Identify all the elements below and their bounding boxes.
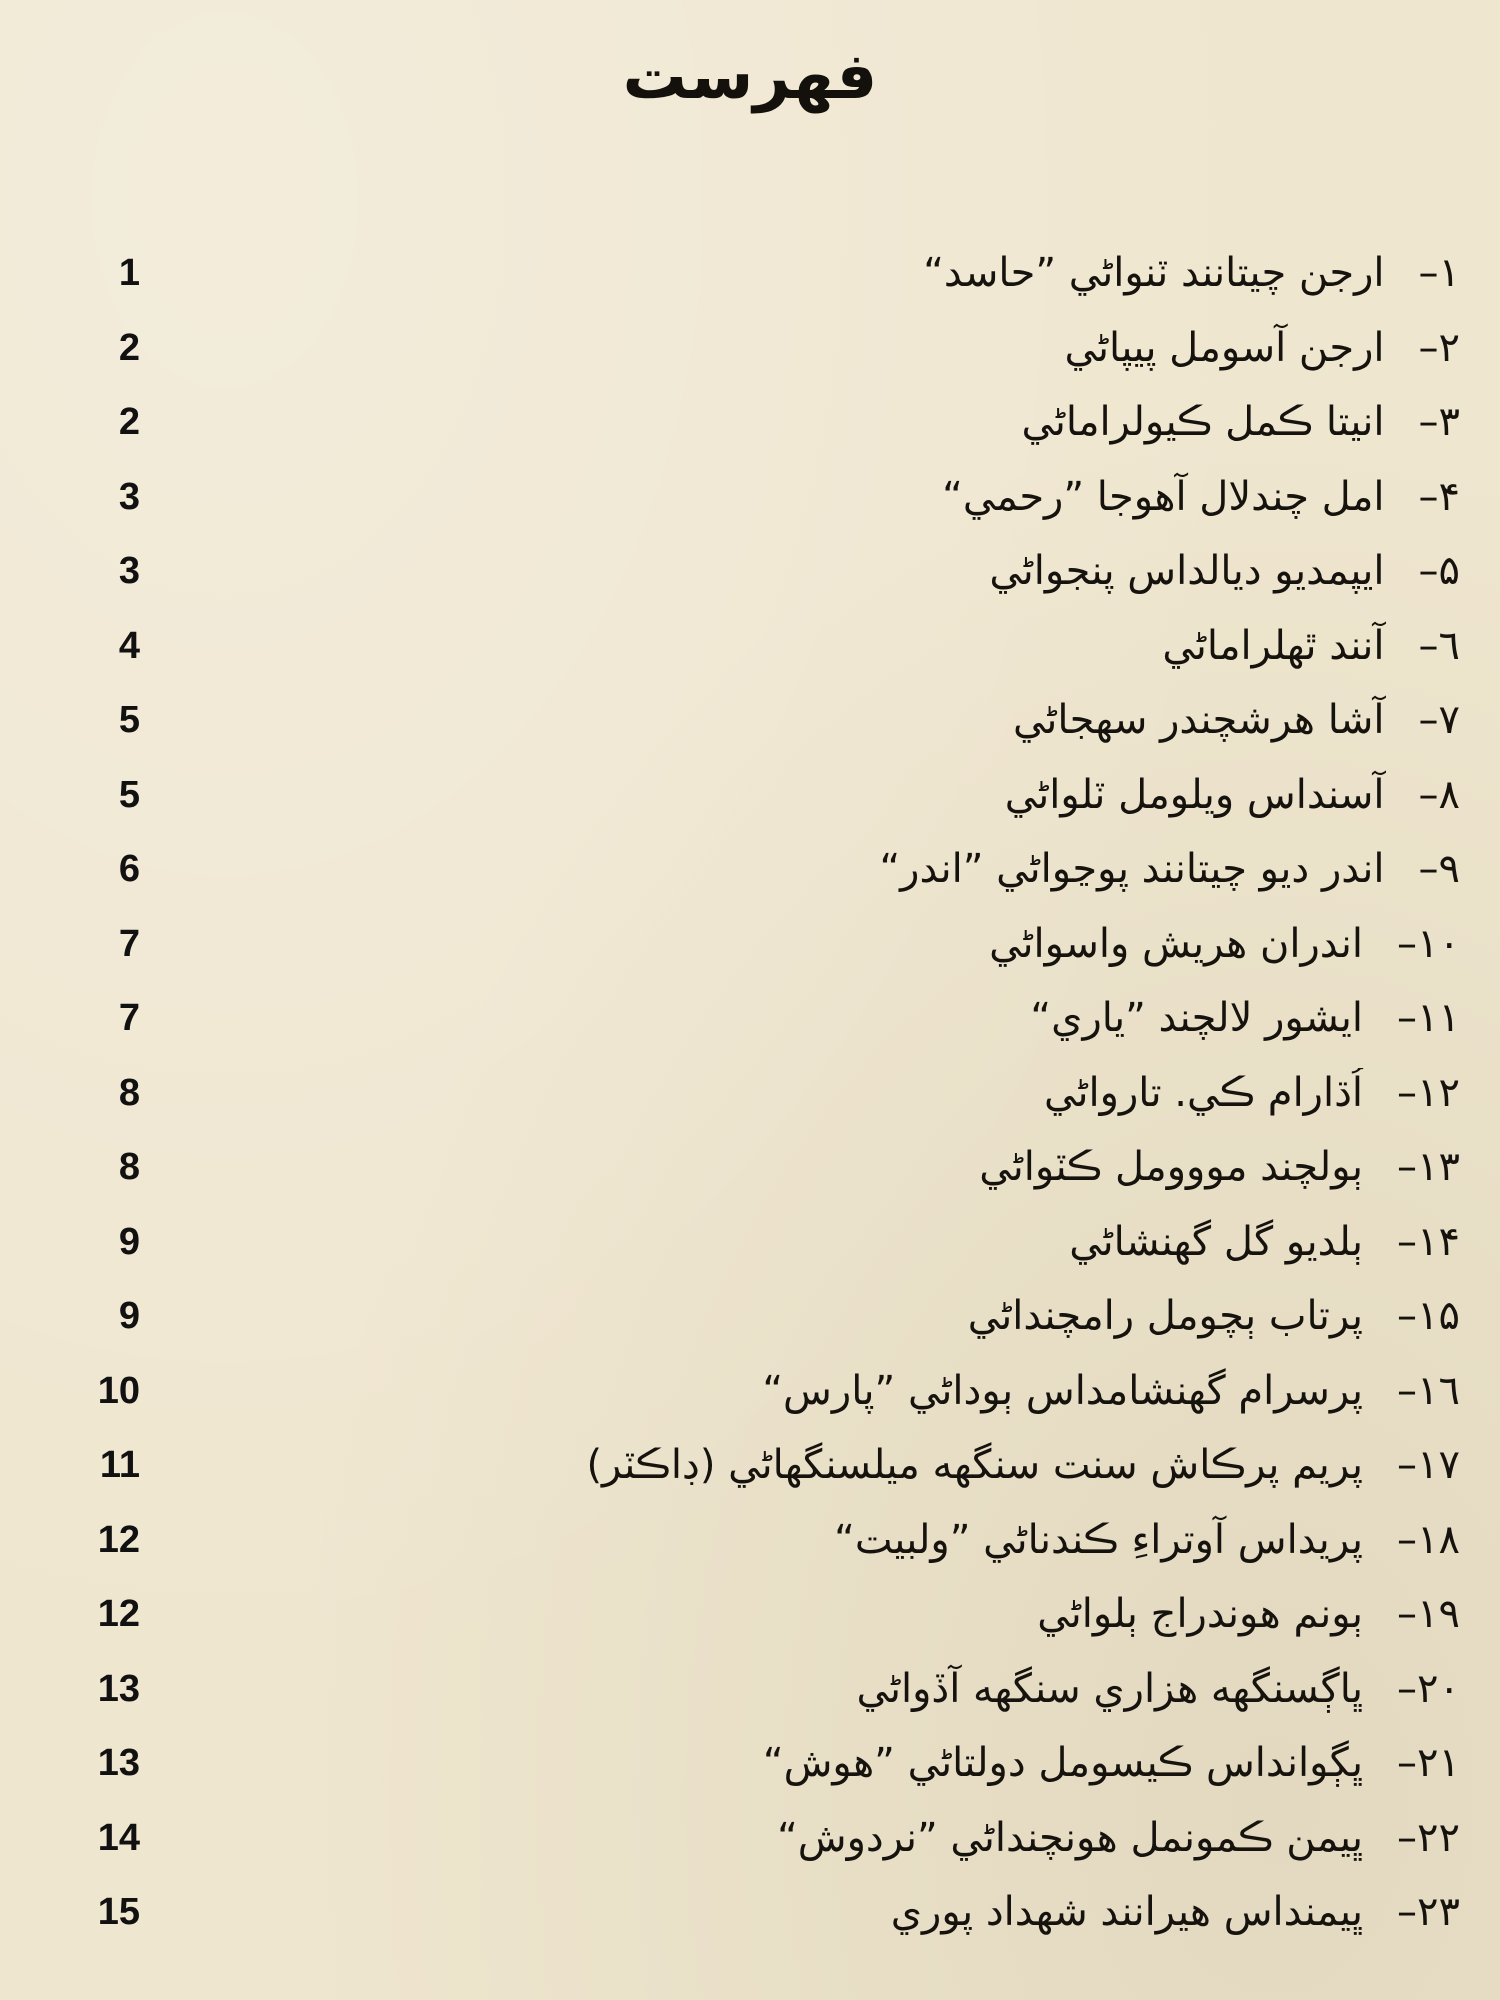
toc-page-number: 13 bbox=[97, 1667, 140, 1710]
toc-entry bbox=[0, 1068, 1500, 1143]
toc-entry-name: پرسرام گهنشامداس ٻوداڻي ”پارس“ bbox=[762, 1367, 1364, 1414]
toc-entry-text bbox=[210, 248, 1460, 298]
toc-page-number: 9 bbox=[118, 1220, 140, 1263]
toc-entry-text bbox=[210, 1440, 1460, 1490]
toc-page-number: 4 bbox=[118, 624, 140, 667]
toc-page-number: 2 bbox=[118, 326, 140, 369]
toc-page-number: 12 bbox=[97, 1518, 140, 1561]
toc-entry bbox=[0, 1589, 1500, 1664]
toc-entry-index: ٢– bbox=[1418, 324, 1460, 371]
toc-entry bbox=[0, 993, 1500, 1068]
toc-entry-name: آسنداس ويلومل ٽلواڻي bbox=[1004, 771, 1385, 818]
toc-entry-name: ٻولچند مووومل ڪٽواڻي bbox=[979, 1144, 1364, 1190]
toc-entry-text bbox=[210, 1142, 1460, 1192]
toc-entry-text bbox=[210, 621, 1460, 671]
toc-page-number: 5 bbox=[118, 773, 140, 816]
toc-entry bbox=[0, 621, 1500, 696]
toc-entry-index: ١٨– bbox=[1397, 1516, 1460, 1563]
toc-entry-index: ٦– bbox=[1418, 622, 1460, 669]
toc-entry bbox=[0, 695, 1500, 770]
toc-entry-index: ٨– bbox=[1418, 771, 1460, 818]
toc-entry bbox=[0, 1366, 1500, 1441]
toc-entry-text bbox=[210, 770, 1460, 820]
toc-page-number: 8 bbox=[118, 1071, 140, 1114]
toc-entry-name: ڀيمن ڪمونمل هونچنداڻي ”نردوش“ bbox=[777, 1814, 1364, 1861]
toc-entry-text bbox=[210, 1291, 1460, 1341]
toc-entry-name: انيتا ڪمل ڪيولراماڻي bbox=[1021, 399, 1385, 445]
toc-entry-name: پرتاب ٻچومل رامچنداڻي bbox=[967, 1293, 1364, 1339]
toc-entry bbox=[0, 844, 1500, 919]
toc-entry-text bbox=[210, 1887, 1460, 1937]
toc-entry-index: ١١– bbox=[1397, 995, 1460, 1041]
toc-entry-name: ٻونم هوندراج ٻلواڻي bbox=[1037, 1591, 1364, 1637]
toc-page-number: 13 bbox=[97, 1742, 140, 1784]
toc-entry bbox=[0, 770, 1500, 845]
toc-page-number: 9 bbox=[118, 1295, 140, 1337]
toc-entry-text bbox=[210, 546, 1460, 596]
toc-entry-text bbox=[210, 1813, 1460, 1863]
toc-entry-index: ٢٣– bbox=[1397, 1889, 1460, 1935]
toc-entry-name: آنند ٿهلراماڻي bbox=[1162, 622, 1385, 669]
toc-page-number: 7 bbox=[118, 922, 140, 965]
toc-entry-name: اندران هريش واسواڻي bbox=[989, 920, 1364, 967]
toc-entry-text bbox=[210, 1589, 1460, 1639]
toc-entry bbox=[0, 1515, 1500, 1590]
toc-entry-text bbox=[210, 695, 1460, 745]
toc-entry-index: ٢٢– bbox=[1397, 1814, 1460, 1861]
toc-entry bbox=[0, 472, 1500, 547]
toc-entry-text bbox=[210, 1515, 1460, 1565]
toc-entry-index: ۵– bbox=[1418, 548, 1460, 594]
toc-entry-index: ۴– bbox=[1418, 473, 1460, 520]
toc-entry bbox=[0, 1217, 1500, 1292]
toc-entry-name: ٻلديو گل گهنشاڻي bbox=[1069, 1218, 1364, 1265]
toc-entry-index: ٣– bbox=[1418, 399, 1460, 445]
toc-entry-name: اُڌارام ڪي. تارواڻي bbox=[1044, 1069, 1364, 1116]
toc-entry-name: پريم پرڪاش سنت سنگهه ميلسنگهاڻي (ڊاڪٽر) bbox=[586, 1442, 1364, 1488]
toc-entry bbox=[0, 1664, 1500, 1739]
toc-entry-text bbox=[210, 323, 1460, 373]
toc-page-number: 3 bbox=[118, 550, 140, 592]
toc-entry bbox=[0, 397, 1500, 472]
toc-page-number: 1 bbox=[118, 252, 140, 294]
toc-page-number: 10 bbox=[97, 1369, 140, 1412]
toc-entry-index: ٩– bbox=[1418, 846, 1460, 892]
toc-entry bbox=[0, 1142, 1500, 1217]
toc-entry-name: آشا هرشچندر سهجاڻي bbox=[1012, 697, 1385, 743]
toc-entry bbox=[0, 1813, 1500, 1888]
toc-entry-index: ١٦– bbox=[1397, 1367, 1460, 1414]
toc-page-number: 2 bbox=[118, 401, 140, 443]
toc-entry-name: ارجن آسومل پيپاڻي bbox=[1064, 324, 1385, 371]
table-of-contents bbox=[0, 248, 1500, 1962]
toc-entry-index: ١٠– bbox=[1397, 920, 1460, 967]
toc-entry-text bbox=[210, 397, 1460, 447]
toc-entry-text bbox=[210, 1664, 1460, 1714]
toc-entry bbox=[0, 248, 1500, 323]
toc-page-number: 14 bbox=[97, 1816, 140, 1859]
toc-page-number: 3 bbox=[118, 475, 140, 518]
toc-entry-name: ڀاڳسنگهه هزاري سنگهه آڏواڻي bbox=[856, 1665, 1364, 1712]
toc-entry-index: ١٢– bbox=[1397, 1069, 1460, 1116]
toc-entry-name: پريداس آوتراءِ ڪندناڻي ”ولبيت“ bbox=[834, 1516, 1364, 1563]
toc-entry-name: ارجن چيتانند ٽنواڻي ”حاسد“ bbox=[923, 250, 1385, 296]
toc-entry-name: ايشور لالچند ”ياري“ bbox=[1030, 995, 1364, 1041]
toc-entry bbox=[0, 1887, 1500, 1962]
toc-entry-text bbox=[210, 472, 1460, 522]
toc-entry bbox=[0, 1291, 1500, 1366]
toc-entry-text bbox=[210, 919, 1460, 969]
toc-page-number: 11 bbox=[99, 1444, 140, 1486]
toc-entry-index: ١– bbox=[1418, 250, 1460, 296]
toc-entry-index: ١٣– bbox=[1397, 1144, 1460, 1190]
toc-entry-name: ڀڳوانداس ڪيسومل دولتاڻي ”هوش“ bbox=[762, 1740, 1364, 1786]
toc-entry-index: ٧– bbox=[1418, 697, 1460, 743]
toc-entry-text bbox=[210, 1217, 1460, 1267]
toc-entry-text bbox=[210, 1068, 1460, 1118]
toc-entry-text bbox=[210, 1366, 1460, 1416]
toc-entry bbox=[0, 1440, 1500, 1515]
toc-entry-text bbox=[210, 993, 1460, 1043]
toc-page-number: 12 bbox=[97, 1593, 140, 1635]
toc-entry-index: ١۵– bbox=[1397, 1293, 1460, 1339]
toc-entry-index: ١٩– bbox=[1397, 1591, 1460, 1637]
toc-page-number: 5 bbox=[118, 699, 140, 741]
toc-entry bbox=[0, 919, 1500, 994]
toc-page-number: 6 bbox=[118, 848, 140, 890]
toc-page-number: 7 bbox=[118, 997, 140, 1039]
page-title: فهرست bbox=[622, 40, 878, 114]
toc-entry-index: ١۴– bbox=[1397, 1218, 1460, 1265]
toc-entry-name: ايپمديو ديالداس پنجواڻي bbox=[989, 548, 1385, 594]
toc-entry-text bbox=[210, 844, 1460, 894]
toc-entry-name: ڀيمنداس هيرانند شهداد پوري bbox=[890, 1889, 1364, 1935]
toc-page-number: 15 bbox=[97, 1891, 140, 1933]
toc-entry-index: ٢١– bbox=[1397, 1740, 1460, 1786]
toc-page-number: 8 bbox=[118, 1146, 140, 1188]
toc-entry bbox=[0, 1738, 1500, 1813]
toc-entry-name: اندر ديو چيتانند پوڃواڻي ”اندر“ bbox=[879, 846, 1385, 892]
toc-entry-index: ٢٠– bbox=[1397, 1665, 1460, 1712]
toc-entry-index: ١٧– bbox=[1397, 1442, 1460, 1488]
toc-entry-text bbox=[210, 1738, 1460, 1788]
toc-entry bbox=[0, 323, 1500, 398]
toc-entry-name: امل چندلال آهوجا ”رحمي“ bbox=[942, 473, 1385, 520]
toc-entry bbox=[0, 546, 1500, 621]
